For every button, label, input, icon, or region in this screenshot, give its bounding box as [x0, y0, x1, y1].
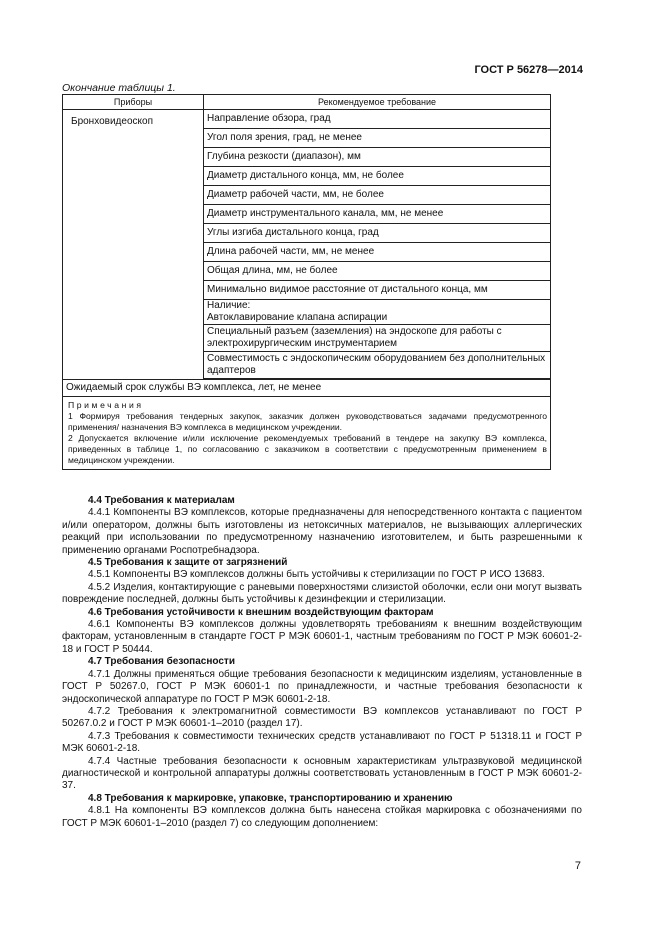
section-heading: 4.8 Требования к маркировке, упаковке, транспортированию и хранению	[88, 792, 453, 804]
requirement-cell: Направление обзора, град	[204, 110, 551, 129]
requirement-cell: Углы изгиба дистального конца, град	[204, 224, 551, 243]
table-row	[63, 380, 551, 397]
notes-cell	[63, 397, 551, 470]
paragraph: 4.8.1 На компоненты ВЭ комплексов должна быть нанесена стойкая маркировка с обозначениями по ГОСТ Р МЭК 60601-1–2010 (раздел 7) со следующим дополнением:	[62, 805, 582, 829]
requirement-cell: Диаметр инструментального канала, мм, не менее	[204, 205, 551, 224]
requirement-cell: Угол поля зрения, град, не менее	[204, 129, 551, 148]
requirement-cell: Глубина резкости (диапазон), мм	[204, 148, 551, 167]
availability-cell	[204, 300, 551, 325]
section-heading: 4.6 Требования устойчивости к внешним воздействующим факторам	[88, 606, 434, 618]
section-heading: 4.7 Требования безопасности	[88, 656, 235, 668]
paragraph: 4.4.1 Компоненты ВЭ комплексов, которые предназначены для непосредственного контакта с пациентом и/или оператором, должны быть изготовлены из нетоксичных материалов, не вызывающих аллергических реакций при использовании по предусмотренному назначению изготовителем, и быть разрешенными к применению органами Роспотребнадзора.	[62, 507, 582, 556]
table-row	[63, 110, 551, 129]
device-name-cell: Бронховидеоскоп	[63, 110, 204, 380]
paragraph: 4.7.4 Частные требования безопасности к основным характеристикам ультразвуковой медицинской диагностической и контрольной аппаратуры должны соответствовать установленным в ГОСТ Р МЭК 60601-2-37.	[62, 755, 582, 792]
document-standard-header: ГОСТ Р 56278—2014	[474, 64, 583, 76]
paragraph: 4.6.1 Компоненты ВЭ комплексов должны удовлетворять требованиям к внешним воздействующим факторам, установленным в стандарте ГОСТ Р МЭК 60601-1, частным требованиям по ГОСТ Р МЭК 60601-2-18 и ГОСТ Р 50444.	[62, 619, 582, 655]
paragraph: 4.5.1 Компоненты ВЭ комплексов должны быть устойчивы к стерилизации по ГОСТ Р ИСО 13683.	[88, 569, 545, 581]
document-body	[62, 495, 582, 830]
table-header-row	[63, 95, 551, 110]
note-item: 2 Допускается включение и/или исключение рекомендуемых требований в тендере на закупку ВЭ комплекса, приведенных в таблице 1, по согласованию с заказчиком в соответствии с предусмотренным применением в медицинском учреждении.	[68, 433, 547, 465]
requirement-cell: Длина рабочей части, мм, не менее	[204, 243, 551, 262]
section-heading: 4.5 Требования к защите от загрязнений	[88, 557, 288, 569]
compatibility-cell: Совместимость с эндоскопическим оборудованием без дополнительных адаптеров	[204, 352, 551, 379]
availability-label: Наличие:	[207, 300, 251, 311]
section-heading: 4.4 Требования к материалам	[88, 495, 235, 506]
paragraph: 4.5.2 Изделия, контактирующие с раневыми поверхностями слизистой оболочки, если они могут вызвать повреждение последней, должны быть устойчивы к дезинфекции и стерилизации.	[62, 581, 582, 606]
notes-title: Примечания	[68, 400, 144, 410]
requirement-cell: Диаметр дистального конца, мм, не более	[204, 167, 551, 186]
requirement-cell: Общая длина, мм, не более	[204, 262, 551, 281]
page-number: 7	[574, 860, 581, 872]
table-caption: Окончание таблицы 1.	[62, 82, 176, 94]
paragraph: 4.7.3 Требования к совместимости технических средств устанавливают по ГОСТ Р 51318.11 и ГОСТ Р МЭК 60601-2-18.	[62, 730, 582, 755]
note-item: 1 Формируя требования тендерных закупок, заказчик должен руководствоваться задачами предусмотренного применения/ назначения ВЭ комплекса в медицинском учреждении.	[68, 411, 547, 432]
special-connector-cell: Специальный разъем (заземления) на эндоскопе для работы с электрохирургическим инструментарием	[204, 325, 551, 352]
paragraph: 4.7.1 Должны применяться общие требования безопасности к медицинским изделиям, установленные в ГОСТ Р 50267.0, ГОСТ Р МЭК 60601-1 по принадлежности, и частные требования безопасности к эндоскопической аппаратуре по ГОСТ Р МЭК 60601-2-18.	[62, 668, 582, 705]
service-life-cell: Ожидаемый срок службы ВЭ комплекса, лет, не менее	[63, 380, 551, 397]
column-header-requirement: Рекомендуемое требование	[204, 95, 551, 110]
requirements-table	[62, 94, 551, 470]
column-header-devices: Приборы	[63, 95, 204, 110]
notes-row	[63, 397, 551, 470]
paragraph: 4.7.2 Требования к электромагнитной совместимости ВЭ комплексов устанавливают по ГОСТ Р 50267.0.2 и ГОСТ Р МЭК 60601-1–2010 (раздел 17).	[62, 705, 582, 730]
requirement-cell: Минимально видимое расстояние от дистального конца, мм	[204, 281, 551, 300]
availability-item: Автоклавирование клапана аспирации	[207, 312, 388, 323]
requirement-cell: Диаметр рабочей части, мм, не более	[204, 186, 551, 205]
